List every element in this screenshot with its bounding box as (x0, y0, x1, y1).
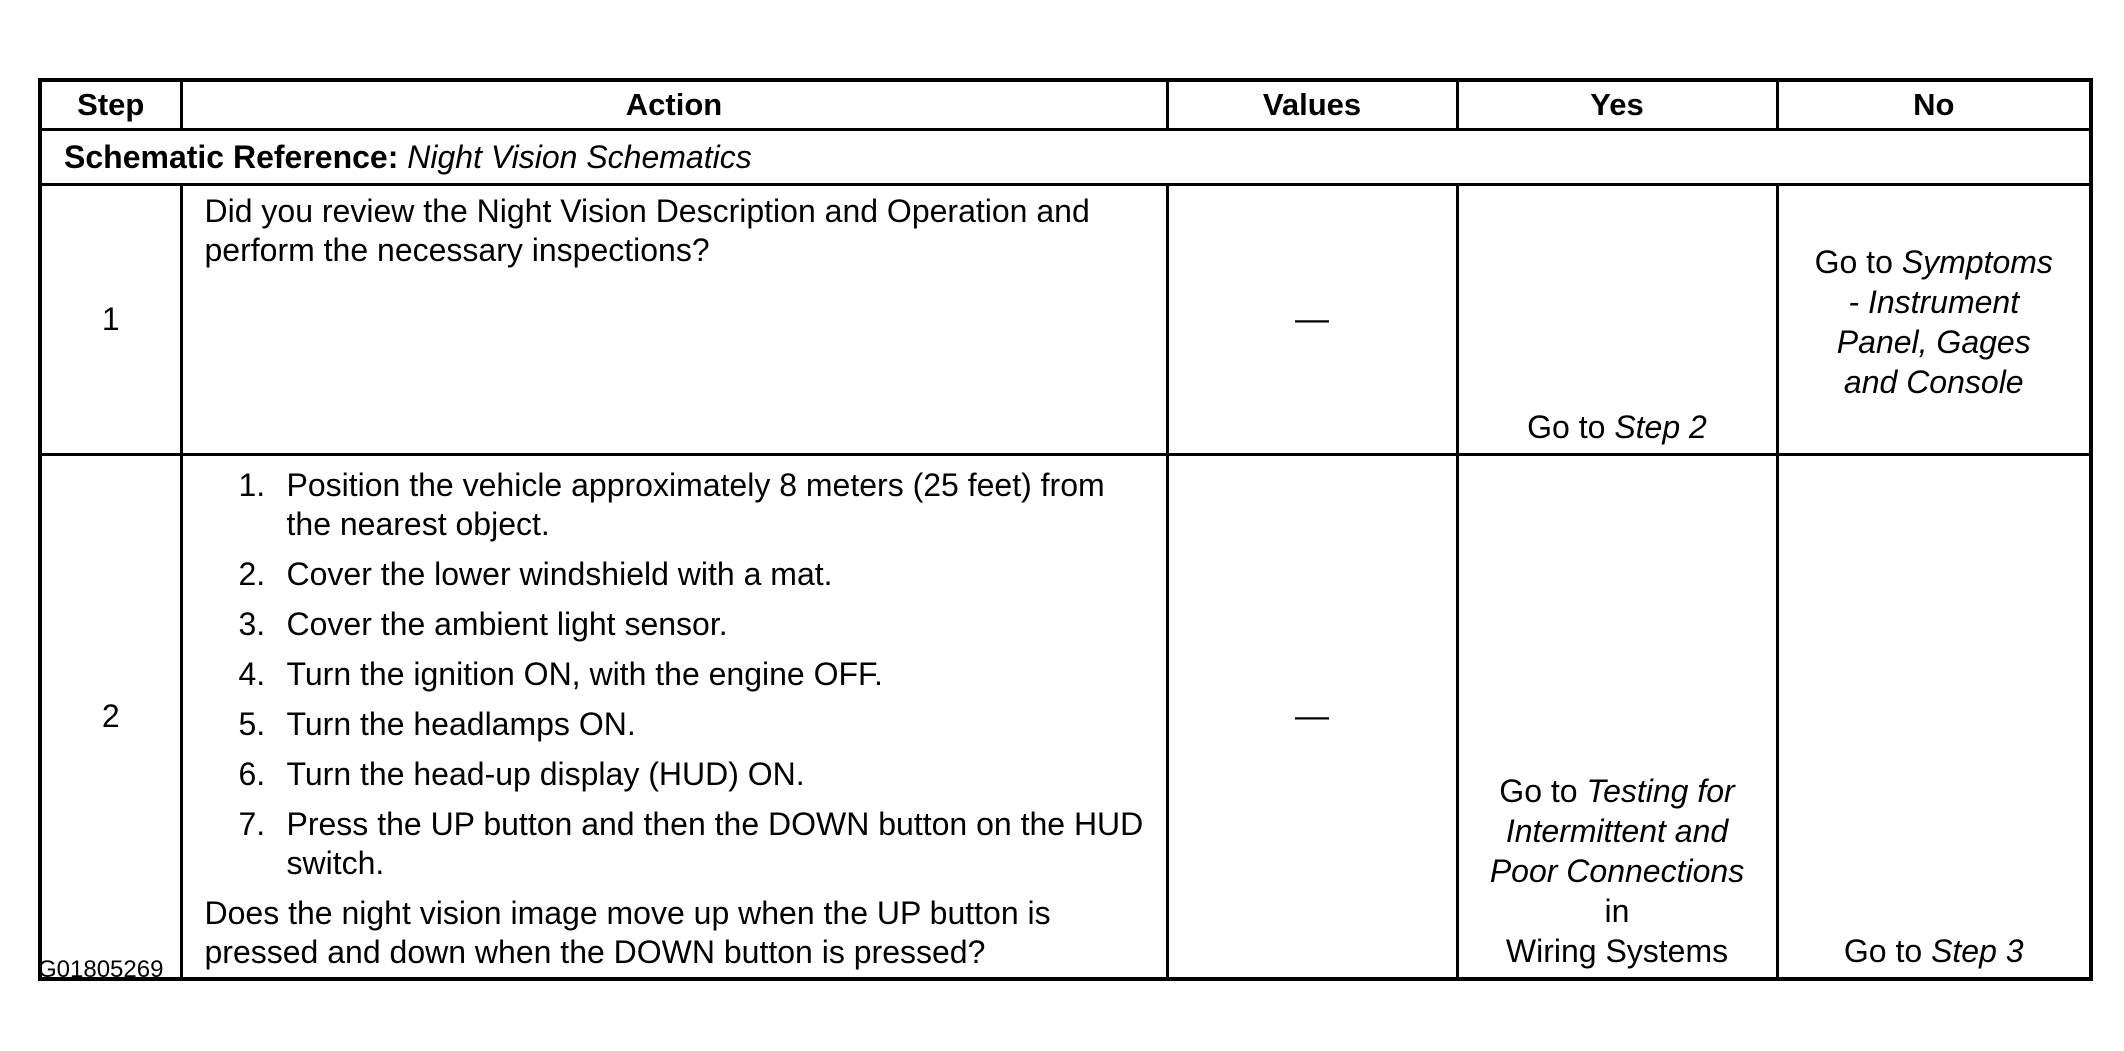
yes-link-step-2[interactable]: Step 2 (1614, 409, 1707, 445)
header-no: No (1777, 80, 2091, 130)
substep-text: Press the UP button and then the DOWN button on the HUD switch. (286, 806, 1144, 881)
substep-text: Position the vehicle approximately 8 meters (25 feet) from the nearest object. (286, 467, 1105, 542)
substep-number: 4. (238, 656, 266, 692)
step-number: 2 (40, 455, 181, 979)
substep-text: Turn the headlamps ON. (286, 706, 636, 742)
yes-cell (1457, 455, 1777, 979)
substeps-list (205, 466, 1144, 883)
substep-number: 1. (238, 467, 266, 503)
yes-prefix: Go to (1527, 409, 1615, 445)
schematic-row (40, 130, 2091, 185)
substep-text: Cover the ambient light sensor. (286, 606, 728, 642)
yes-link-testing-line2[interactable]: Intermittent and (1505, 812, 1729, 849)
substep-text: Turn the ignition ON, with the engine OFF. (286, 656, 883, 692)
substep-text: Turn the head-up display (HUD) ON. (286, 756, 805, 792)
yes-link-testing[interactable]: Testing for (1586, 772, 1735, 809)
list-item (239, 755, 1144, 794)
table-row (40, 185, 2091, 455)
yes-cell (1457, 185, 1777, 455)
substep-number: 2. (238, 556, 266, 592)
no-prefix: Go to (1843, 932, 1932, 969)
action-text: Did you review the Night Vision Description and Operation and perform the necessary inspections? (181, 185, 1167, 455)
action-question: Does the night vision image move up when the UP button is pressed and down when the DOWN button is pressed? (204, 895, 1051, 970)
header-yes: Yes (1457, 80, 1777, 130)
schematic-reference (40, 130, 2091, 185)
values-cell: — (1167, 185, 1457, 455)
step-number: 1 (40, 185, 181, 455)
no-cell (1777, 455, 2091, 979)
list-item (239, 805, 1144, 883)
no-link-symptoms[interactable]: Symptoms (1901, 243, 2053, 280)
list-item (239, 705, 1144, 744)
schematic-link[interactable]: Night Vision Schematics (407, 138, 752, 175)
yes-mid-text: in (1604, 892, 1630, 929)
yes-prefix: Go to (1499, 772, 1587, 809)
substep-number: 6. (238, 756, 266, 792)
header-action: Action (181, 80, 1167, 130)
no-link-symptoms-line4[interactable]: and Console (1843, 363, 2024, 400)
figure-id: G01805269 (38, 956, 164, 983)
list-item (239, 555, 1144, 594)
header-row (40, 80, 2091, 130)
no-link-symptoms-line3[interactable]: Panel, Gages (1836, 323, 2031, 360)
header-values: Values (1167, 80, 1457, 130)
yes-suffix-text: Wiring Systems (1505, 932, 1729, 969)
no-link-symptoms-line2[interactable]: - Instrument (1848, 283, 2020, 320)
substep-number: 5. (238, 706, 266, 742)
table-row (40, 455, 2091, 979)
no-prefix: Go to (1814, 243, 1902, 280)
substep-number: 7. (238, 806, 266, 842)
header-step: Step (40, 80, 181, 130)
diagnostic-table (38, 78, 2093, 981)
yes-link-testing-line3[interactable]: Poor Connections (1489, 852, 1745, 889)
list-item (239, 655, 1144, 694)
substep-text: Cover the lower windshield with a mat. (286, 556, 833, 592)
values-cell: — (1167, 455, 1457, 979)
action-cell (181, 455, 1167, 979)
substep-number: 3. (238, 606, 266, 642)
schematic-label: Schematic Reference: (64, 138, 399, 175)
list-item (239, 466, 1144, 544)
no-cell (1777, 185, 2091, 455)
no-link-step-3[interactable]: Step 3 (1931, 932, 2024, 969)
list-item (239, 605, 1144, 644)
